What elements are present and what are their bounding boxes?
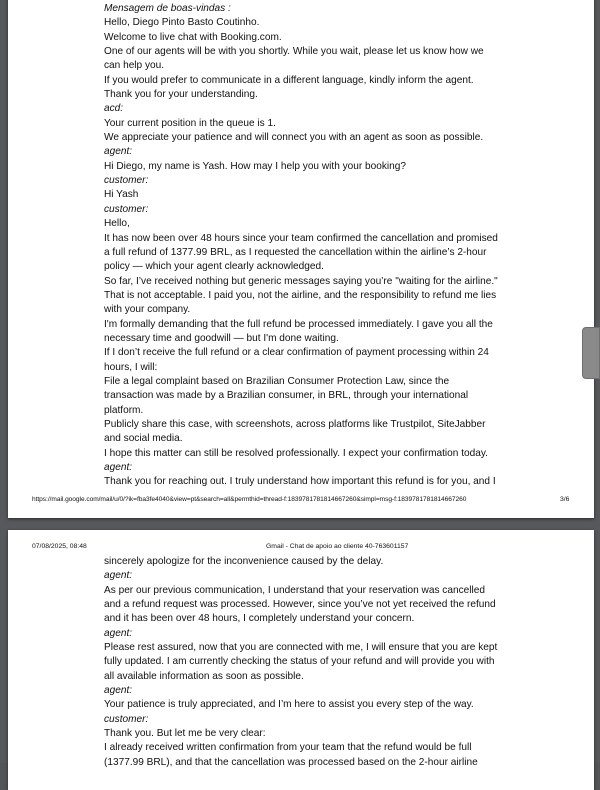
- message-line: I already received written confirmation from your team that the refund would be full: [104, 742, 472, 754]
- message-line: We appreciate your patience and will connect you with an agent as soon as possible.: [104, 132, 484, 144]
- message-line: Hello,: [104, 218, 130, 230]
- footer-url: https://mail.google.com/mail/u/0/?ik=fba3fe4040&view=pt&search=all&permthid=thread-f:1839781781814667260&simpl=msg-f:1839781781814667260: [32, 496, 467, 503]
- speaker-label: acd:: [104, 103, 124, 115]
- message-line: policy — which your agent clearly acknowledged.: [104, 261, 324, 273]
- speaker-label: Mensagem de boas-vindas :: [104, 3, 231, 14]
- footer-page-number: 3/6: [560, 496, 570, 503]
- message-line: Hello, Diego Pinto Basto Coutinho.: [104, 17, 260, 29]
- message-line: a full refund of 1377.99 BRL, as I requested the cancellation within the airline’s 2-hour: [104, 246, 487, 258]
- speaker-label: customer:: [104, 203, 149, 215]
- message-line: hours, I will:: [104, 361, 158, 373]
- message-line: Hi Yash: [104, 189, 139, 201]
- speaker-label: agent:: [104, 570, 133, 582]
- message-line: File a legal complaint based on Brazilian Consumer Protection Law, since the: [104, 375, 450, 387]
- message-line: One of our agents will be with you shortly. While you wait, please let us know how we: [104, 46, 484, 58]
- pdf-page-4: [8, 530, 594, 790]
- speaker-label: agent:: [104, 462, 133, 473]
- speaker-label: agent:: [104, 627, 133, 639]
- message-line: I'm formally demanding that the full refund be processed immediately. I gave you all the: [104, 318, 493, 330]
- message-line: As per our previous communication, I understand that your reservation was cancelled: [104, 584, 485, 596]
- message-line: and a refund request was processed. However, since you’ve not yet received the refund: [104, 599, 496, 611]
- scrollbar-thumb[interactable]: [582, 327, 600, 379]
- speaker-label: agent:: [104, 146, 133, 158]
- message-line: So far, I’ve received nothing but generic messages saying you’re "waiting for the airline.": [104, 275, 498, 287]
- chat-transcript-page-3: [104, 2, 514, 490]
- message-line: fully updated. I am currently checking the status of your refund and will provide you with: [104, 656, 495, 668]
- chat-transcript-page-4: [104, 555, 514, 770]
- pdf-page-3: [8, 0, 594, 518]
- message-line: platform.: [104, 404, 144, 416]
- message-line: Publicly share this case, with screenshots, across platforms like Trustpilot, SiteJabber: [104, 418, 486, 430]
- speaker-label: customer:: [104, 175, 149, 187]
- message-line: Your current position in the queue is 1.: [104, 117, 276, 129]
- message-line: (1377.99 BRL), and that the cancellation was processed based on the 2-hour airline: [104, 756, 478, 768]
- message-line: necessary time and goodwill — but I'm done waiting.: [104, 332, 339, 344]
- message-line: If I don’t receive the full refund or a clear confirmation of payment processing within 24: [104, 347, 489, 359]
- message-line: and it has been over 48 hours, I completely understand your concern.: [104, 613, 415, 625]
- message-line: Thank you for your understanding.: [104, 89, 258, 101]
- header-title: Gmail - Chat de apoio ao cliente 40-763601157: [266, 543, 409, 550]
- message-line: all available information as soon as possible.: [104, 670, 304, 682]
- message-line: Thank you. But let me be very clear:: [104, 728, 266, 740]
- message-line: Hi Diego, my name is Yash. How may I help you with your booking?: [104, 160, 407, 172]
- header-date: 07/08/2025, 08:48: [32, 543, 87, 550]
- message-line: It has now been over 48 hours since your team confirmed the cancellation and promised: [104, 232, 498, 244]
- message-line: sincerely apologize for the inconvenience caused by the delay.: [104, 556, 384, 567]
- message-line: Your patience is truly appreciated, and I’m here to assist you every step of the way.: [104, 699, 474, 711]
- message-line: and social media.: [104, 433, 183, 445]
- message-line: Thank you for reaching out. I truly understand how important this refund is for you, and I: [104, 476, 496, 488]
- speaker-label: agent:: [104, 685, 133, 697]
- message-line: If you would prefer to communicate in a different language, kindly inform the agent.: [104, 74, 474, 86]
- message-line: Welcome to live chat with Booking.com.: [104, 31, 282, 43]
- speaker-label: customer:: [104, 713, 149, 725]
- message-line: That is not acceptable. I paid you, not the airline, and the responsibility to refund me lies: [104, 289, 497, 301]
- message-line: with your company.: [104, 304, 191, 316]
- message-line: I hope this matter can still be resolved professionally. I expect your confirmation today.: [104, 447, 488, 459]
- message-line: can help you.: [104, 60, 165, 72]
- message-line: transaction was made by a Brazilian consumer, in BRL, through your international: [104, 390, 469, 402]
- message-line: Please rest assured, now that you are connected with me, I will ensure that you are kept: [104, 642, 498, 654]
